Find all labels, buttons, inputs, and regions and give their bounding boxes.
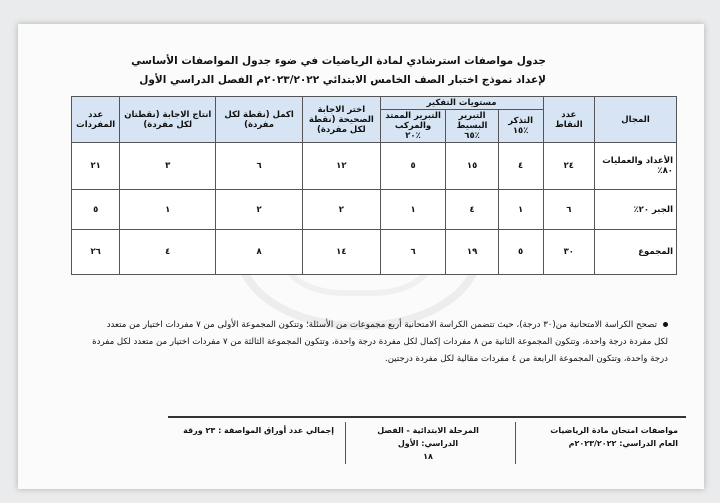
table-row — [72, 143, 677, 190]
cell-choose: ١٤ — [303, 230, 381, 275]
cell-remember: ٥ — [498, 230, 543, 275]
cell-extended: ٥ — [380, 143, 446, 190]
footer-total-pages: إجمالي عدد أوراق المواصفة : ٢٣ ورقة — [183, 426, 334, 435]
document-header — [126, 52, 546, 90]
cell-points: ٣٠ — [543, 230, 595, 275]
cell-simple: ٤ — [446, 190, 498, 230]
header-simple-reasoning — [446, 110, 498, 143]
footer-separator — [515, 422, 516, 464]
cell-remember: ١ — [498, 190, 543, 230]
header-title-line2: لإعداد نموذج اختبار الصف الخامس الابتدائي ٢٠٢٣/٢٠٢٢م الفصل الدراسي الأول — [139, 74, 546, 86]
header-choose-correct: اختر الاجابة الصحيحة (نقطة لكل مفردة) — [303, 97, 381, 143]
cell-points: ٢٤ — [543, 143, 595, 190]
cell-domain: المجموع — [595, 230, 677, 275]
cell-choose: ٢ — [303, 190, 381, 230]
footer-separator — [345, 422, 346, 464]
cell-extended: ١ — [380, 190, 446, 230]
header-title-line1: جدول مواصفات استرشادي لمادة الرياضيات في ضوء جدول المواصفات الأساسي — [131, 55, 546, 67]
header-complete: اكمل (نقطة لكل مفردة) — [216, 97, 303, 143]
table-row-total — [72, 230, 677, 275]
cell-domain: الجبر ٢٠٪ — [595, 190, 677, 230]
header-produce-answer: انتاج الاجابة (نقطتان لكل مفردة) — [120, 97, 216, 143]
specification-table — [71, 96, 677, 275]
cell-items: ٢٦ — [72, 230, 120, 275]
cell-items: ٢١ — [72, 143, 120, 190]
header-extended-reasoning-label: التبرير الممتد والمركب — [385, 111, 441, 131]
cell-points: ٦ — [543, 190, 595, 230]
header-items-count: عدد المفردات — [72, 97, 120, 143]
cell-produce: ١ — [120, 190, 216, 230]
header-points-count: عدد النقاط — [543, 97, 595, 143]
header-remember — [498, 110, 543, 143]
footer-divider — [168, 416, 686, 418]
cell-produce: ٣ — [120, 143, 216, 190]
cell-domain: الأعداد والعمليات ٨٠٪ — [595, 143, 677, 190]
cell-complete: ٨ — [216, 230, 303, 275]
footer-academic-year: العام الدراسي: ٢٠٢٣/٢٠٢٢م — [568, 439, 678, 448]
header-domain: المجال — [595, 97, 677, 143]
cell-simple: ١٥ — [446, 143, 498, 190]
footer-stage-info — [358, 424, 498, 463]
notes-line: درجة واحدة، وتتكون المجموعة الرابعة من ٤ مفردات مقالية لكل مفردة درجتين. — [385, 354, 668, 364]
footer-exam-title: مواصفات امتحان مادة الرياضيات — [550, 426, 678, 435]
header-remember-pct: ٪١٥ — [512, 126, 529, 136]
notes-line-text: تصحح الكراسة الامتحانية من(٣٠ درجة)، حيث تتضمن الكراسة الامتحانية أربع مجموعات من الأسئلة؛ وتتكون المجموعة الأولى من ٧ مفردات اختيار من متعدد — [106, 320, 657, 330]
document-footer — [168, 422, 686, 466]
bullet-icon — [663, 322, 668, 327]
footer-exam-info — [550, 424, 678, 450]
header-extended-reasoning — [380, 110, 446, 143]
cell-remember: ٤ — [498, 143, 543, 190]
header-remember-label: التذكر — [508, 116, 533, 126]
header-extended-reasoning-pct: ٪٢٠ — [405, 131, 421, 141]
cell-items: ٥ — [72, 190, 120, 230]
notes-line — [48, 317, 668, 334]
cell-choose: ١٢ — [303, 143, 381, 190]
cell-complete: ٦ — [216, 143, 303, 190]
cell-complete: ٢ — [216, 190, 303, 230]
document-page — [18, 24, 704, 489]
header-simple-reasoning-pct: ٪٦٥ — [464, 131, 480, 141]
header-thinking-levels: مستويات التفكير — [380, 97, 543, 110]
cell-extended: ٦ — [380, 230, 446, 275]
cell-simple: ١٩ — [446, 230, 498, 275]
footer-page-number: ١٨ — [423, 452, 433, 461]
notes-line: لكل مفردة درجة واحدة، وتتكون المجموعة الثانية من ٨ مفردات إكمال لكل مفردة درجة واحدة، وتتكون المجموعة الثالثة من ٧ مفردات اختيار من متعدد لكل مفردة — [92, 337, 668, 347]
table-row — [72, 190, 677, 230]
notes-paragraph — [48, 317, 668, 368]
header-simple-reasoning-label: التبرير البسيط — [456, 111, 488, 131]
cell-produce: ٤ — [120, 230, 216, 275]
footer-stage: المرحلة الابتدائية - الفصل الدراسي: الأول — [377, 426, 479, 448]
